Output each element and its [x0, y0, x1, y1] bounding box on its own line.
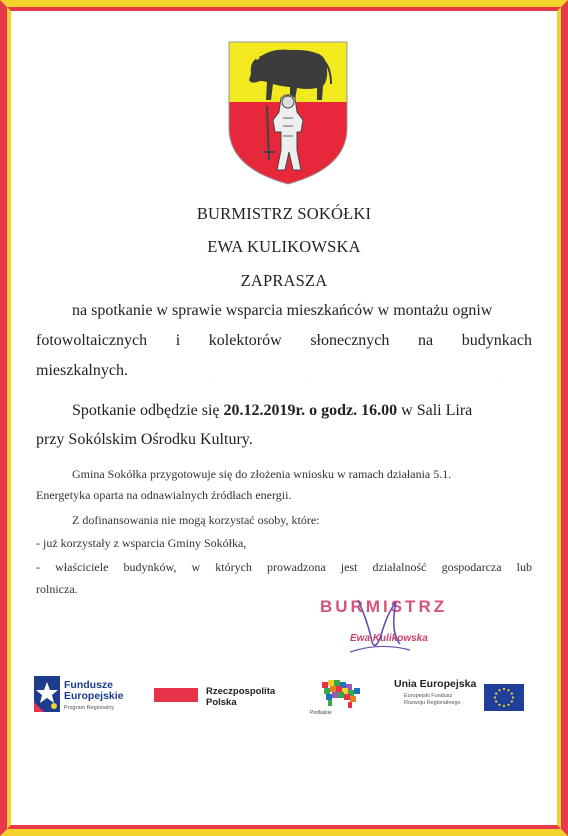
detail-1-line-2: Energetyka oparta na odnawialnych źródłach energii. — [36, 488, 292, 502]
rp-line-2: Polska — [206, 697, 237, 708]
signature-scribble — [310, 592, 460, 662]
fe-line-2: Europejskie — [64, 690, 124, 702]
meeting-prefix: Spotkanie odbędzie się — [72, 402, 224, 419]
paragraph-1-line-3: mieszkalnych. — [36, 362, 128, 379]
logo-fundusze-europejskie — [34, 676, 124, 717]
detail-3: - już korzystały z wsparcia Gminy Sokółka, — [36, 536, 247, 550]
heading-invite: ZAPRASZA — [240, 271, 328, 290]
paragraph-1-line-2: fotowoltaicznych i kolektorów słonecznych na budynkach — [36, 332, 532, 349]
scan-speck: · — [306, 381, 308, 387]
heading-name: EWA KULIKOWSKA — [207, 237, 361, 256]
stamp-name: Ewa Kulikowska — [350, 633, 428, 644]
detail-4-line-1: - właściciele budynków, w których prowadzona jest działalność gospodarcza lub — [36, 560, 532, 574]
meeting-venue: w Sali Lira — [397, 402, 473, 419]
detail-2: Z dofinansowania nie mogą korzystać osoby, które: — [72, 513, 320, 527]
meeting-info-line-2: przy Sokólskim Ośrodku Kultury. — [36, 431, 253, 448]
logos-bar — [0, 670, 568, 730]
detail-4-line-2: rolnicza. — [36, 582, 78, 596]
ue-sub-2: Rozwoju Regionalnego — [404, 700, 461, 706]
fe-sub: Program Regionalny — [64, 705, 115, 711]
paragraph-1-line-1: na spotkanie w sprawie wsparcia mieszkańców w montażu ogniw — [72, 302, 493, 319]
logo-podlaskie — [310, 676, 364, 716]
ue-sub-1: Europejski Fundusz — [404, 693, 453, 699]
fe-star-icon — [34, 676, 60, 712]
coat-of-arms — [227, 40, 349, 186]
heading-title: BURMISTRZ SOKÓŁKI — [196, 204, 372, 223]
stamp-title: BURMISTRZ — [320, 597, 448, 616]
ue-title: Unia Europejska — [394, 678, 477, 690]
meeting-date: 20.12.2019r. o godz. 16.00 — [223, 402, 398, 419]
rp-line-1: Rzeczpospolita — [206, 686, 276, 697]
podlaskie-bison-icon — [318, 676, 364, 710]
scan-speck: · — [211, 381, 213, 387]
eu-flag-icon — [484, 684, 524, 711]
detail-1-line-1: Gmina Sokółka przygotowuje się do złożenia wniosku w ramach działania 5.1. — [72, 467, 452, 481]
meeting-info-line-1 — [72, 396, 542, 426]
fe-line-1: Fundusze — [64, 679, 113, 691]
pl-flag-icon — [154, 688, 198, 702]
podlaskie-label: Podlaskie — [310, 710, 332, 716]
scan-speck: · — [500, 381, 502, 387]
